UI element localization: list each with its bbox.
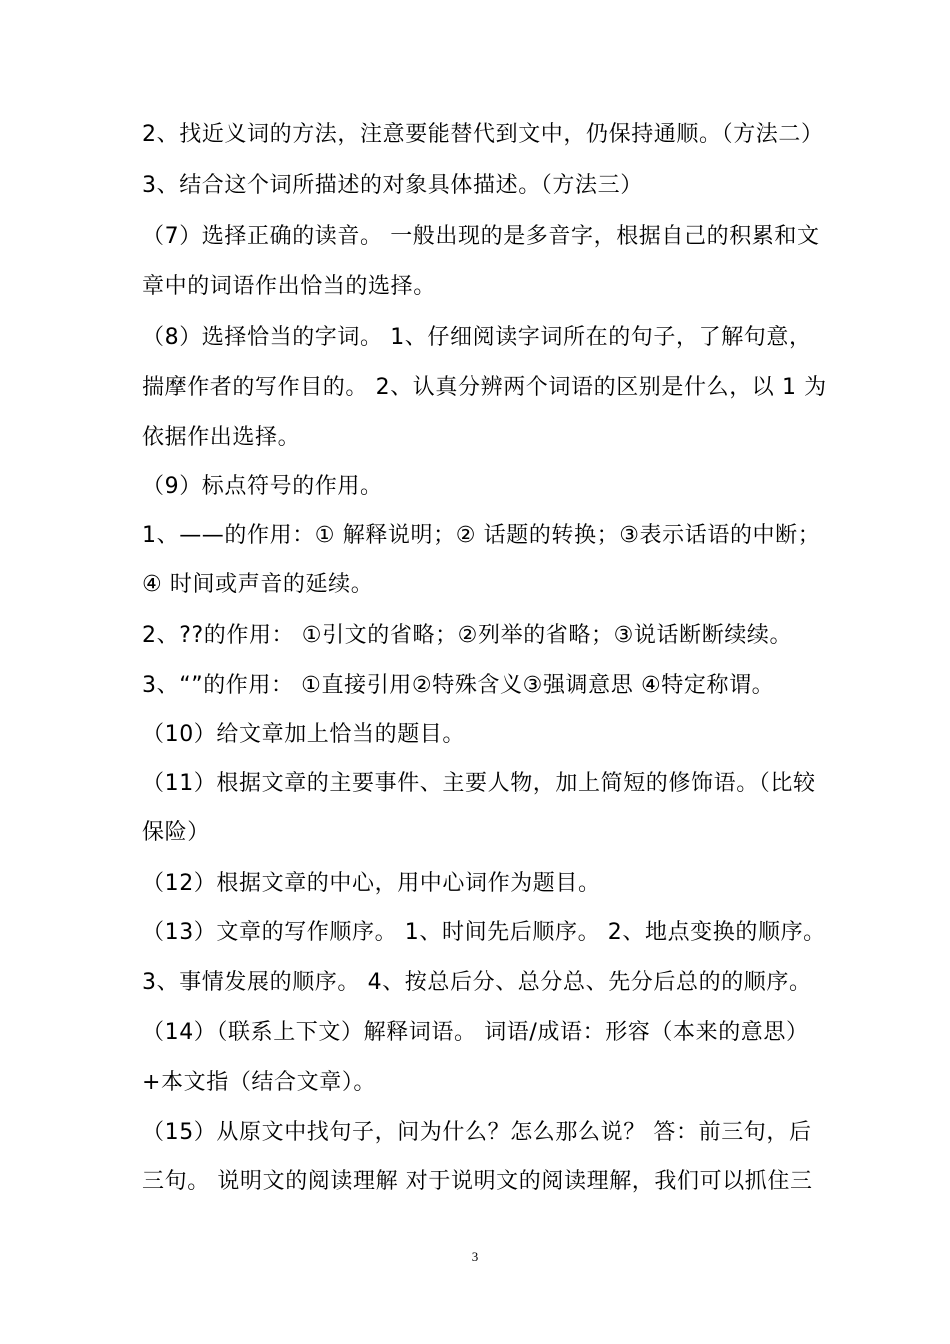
text-line: ④ 时间或声音的延续。: [142, 572, 374, 597]
text-line: 三句。 说明文的阅读理解 对于说明文的阅读理解，我们可以抓住三: [142, 1169, 813, 1194]
text-line: 3、“”的作用： ①直接引用②特殊含义③强调意思 ④特定称谓。: [142, 673, 775, 698]
page-number: 3: [471, 1249, 479, 1264]
text-line: （12）根据文章的中心，用中心词作为题目。: [142, 871, 601, 896]
text-line: 2、??的作用： ①引文的省略；②列举的省略；③说话断断续续。: [142, 623, 793, 648]
text-line: （8）选择恰当的字词。 1、仔细阅读字词所在的句子，了解句意，: [142, 325, 812, 350]
text-line: +本文指（结合文章）。: [142, 1070, 377, 1095]
text-line: 依据作出选择。: [142, 425, 301, 450]
text-line: （10）给文章加上恰当的题目。: [142, 722, 465, 747]
text-line: 揣摩作者的写作目的。 2、认真分辨两个词语的区别是什么，以 1 为: [142, 375, 827, 400]
text-line: 保险）: [142, 820, 210, 845]
text-line: （9）标点符号的作用。: [142, 474, 383, 499]
text-line: 3、事情发展的顺序。 4、按总后分、总分总、先分后总的的顺序。: [142, 970, 812, 995]
text-line: 1、——的作用：① 解释说明；② 话题的转换；③表示话语的中断；: [142, 523, 821, 548]
text-line: （13）文章的写作顺序。 1、时间先后顺序。 2、地点变换的顺序。: [142, 920, 826, 945]
text-line: （15）从原文中找句子，问为什么？怎么那么说？ 答：前三句，后: [142, 1120, 812, 1145]
text-line: 2、找近义词的方法，注意要能替代到文中，仍保持通顺。（方法二）: [142, 122, 824, 147]
text-line: 章中的词语作出恰当的选择。: [142, 274, 436, 299]
text-line: （14）（联系上下文）解释词语。 词语/成语：形容（本来的意思）: [142, 1020, 809, 1045]
text-line: （7）选择正确的读音。 一般出现的是多音字，根据自己的积累和文: [142, 224, 820, 249]
text-line: 3、结合这个词所描述的对象具体描述。（方法三）: [142, 173, 643, 198]
text-line: （11）根据文章的主要事件、主要人物，加上简短的修饰语。（比较: [142, 771, 816, 796]
